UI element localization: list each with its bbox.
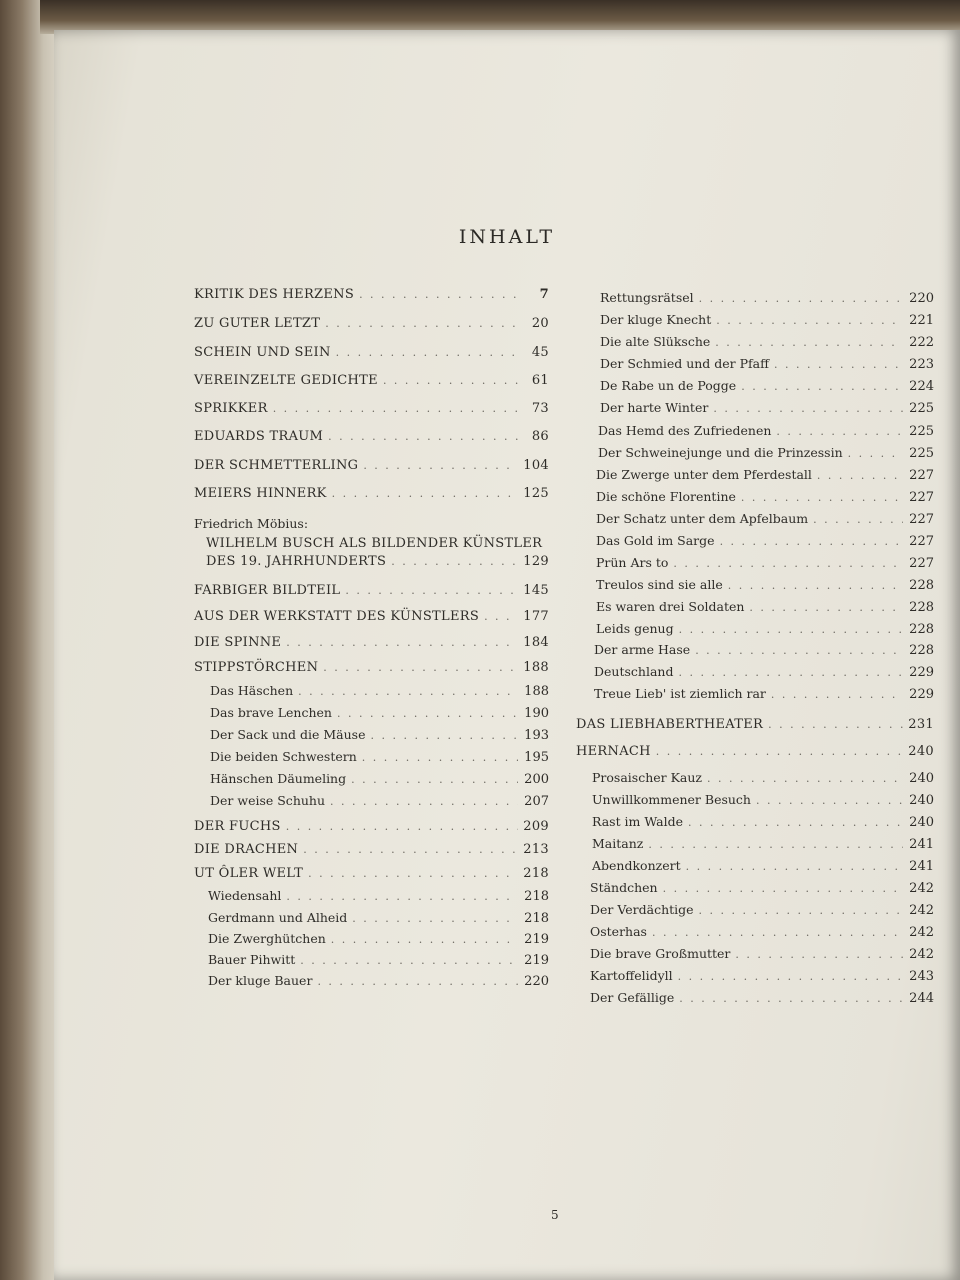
essay-author: Friedrich Möbius: [194, 516, 309, 531]
toc-entry-title: Es waren drei Soldaten [596, 599, 745, 614]
dot-leader [383, 374, 518, 387]
toc-entry [194, 583, 549, 598]
dot-leader [323, 661, 518, 674]
toc-entry-title: Der Schmied und der Pfaff [600, 356, 770, 371]
toc-entry-page: 184 [523, 635, 549, 650]
toc-entry-page: 228 [909, 600, 934, 615]
toc-entry-page: 218 [524, 889, 549, 904]
dot-leader [678, 970, 903, 983]
dot-leader [673, 557, 903, 570]
toc-entry-page: 227 [909, 468, 934, 483]
toc-subentry [210, 727, 549, 743]
dot-leader [707, 772, 903, 785]
toc-entry-page: 220 [524, 974, 549, 989]
toc-entry [576, 717, 934, 732]
toc-subentry [592, 792, 934, 808]
dot-leader [359, 288, 518, 301]
toc-entry-title: Der Schatz unter dem Apfelbaum [596, 511, 809, 526]
toc-entry-page: 240 [909, 771, 934, 786]
toc-entry-title: Deutschland [594, 664, 674, 679]
toc-subentry [208, 931, 549, 947]
toc-entry-page: 228 [909, 622, 934, 637]
toc-entry-page: 7 [539, 287, 549, 302]
toc-entry [206, 554, 549, 569]
toc-entry-title: MEIERS HINNERK [194, 486, 327, 501]
toc-entry-title: HERNACH [576, 744, 651, 759]
toc-entry-title: Prün Ars to [596, 555, 669, 570]
toc-entry-title: De Rabe un de Pogge [600, 378, 737, 393]
toc-entry [194, 660, 549, 675]
toc-entry-title: Der harte Winter [600, 400, 709, 415]
dot-leader [303, 843, 518, 856]
toc-entry-title: Maitanz [592, 836, 644, 851]
dot-leader [741, 491, 903, 504]
toc-entry-title: Die alte Slüksche [600, 334, 711, 349]
toc-entry-page: 243 [909, 969, 934, 984]
book-top-edge [40, 0, 960, 34]
toc-entry-page: 225 [909, 446, 934, 461]
toc-entry-page: 241 [909, 837, 934, 852]
toc-entry [194, 842, 549, 857]
dot-leader [679, 992, 903, 1005]
toc-entry-page: 145 [523, 583, 549, 598]
toc-entry [194, 345, 549, 360]
toc-entry-page: 20 [531, 316, 549, 331]
toc-subentry [600, 312, 934, 328]
toc-subentry [596, 599, 934, 615]
toc-entry [194, 635, 549, 650]
toc-entry-page: 241 [909, 859, 934, 874]
toc-subentry [592, 814, 934, 830]
toc-entry-title: Das Hemd des Zufriedenen [598, 423, 772, 438]
dot-leader [300, 954, 518, 967]
toc-entry [194, 866, 549, 881]
toc-entry-page: 86 [531, 429, 549, 444]
toc-entry-page: 242 [909, 903, 934, 918]
toc-entry-title: Abendkonzert [592, 858, 681, 873]
toc-entry-page: 227 [909, 556, 934, 571]
toc-entry-title: Der Verdächtige [590, 902, 694, 917]
toc-entry [194, 486, 549, 501]
toc-entry [194, 373, 549, 388]
toc-entry-title: Unwillkommener Besuch [592, 792, 751, 807]
toc-subentry [596, 467, 934, 483]
dot-leader [328, 430, 518, 443]
toc-subentry [598, 423, 934, 439]
dot-leader [363, 459, 518, 472]
dot-leader [337, 707, 518, 720]
toc-subentry [594, 642, 934, 658]
toc-entry-page: 219 [524, 953, 549, 968]
toc-subentry [590, 902, 934, 918]
dot-leader [774, 358, 903, 371]
toc-entry-page: 227 [909, 534, 934, 549]
toc-entry-page: 240 [908, 744, 934, 759]
toc-subentry [592, 858, 934, 874]
toc-entry-page: 225 [909, 401, 934, 416]
toc-entry-page: 228 [909, 578, 934, 593]
toc-entry-title: DIE SPINNE [194, 635, 282, 650]
essay-title-line1: WILHELM BUSCH ALS BILDENDER KÜNSTLER [206, 536, 543, 551]
dot-leader [362, 751, 518, 764]
toc-subentry [208, 888, 549, 904]
dot-leader [336, 346, 518, 359]
toc-entry-title: AUS DER WERKSTATT DES KÜNSTLERS [194, 609, 480, 624]
toc-entry-title: Rettungsrätsel [600, 290, 694, 305]
toc-entry-page: 125 [523, 486, 549, 501]
toc-entry-title: Das Häschen [210, 683, 294, 698]
toc-entry-title: UT ÔLER WELT [194, 866, 304, 881]
dot-leader [817, 469, 903, 482]
toc-entry-page: 231 [908, 717, 934, 732]
toc-entry-title: STIPPSTÖRCHEN [194, 660, 319, 675]
toc-entry-title: Gerdmann und Alheid [208, 910, 348, 925]
dot-leader [720, 535, 903, 548]
dot-leader [695, 644, 903, 657]
dot-leader [728, 579, 903, 592]
toc-subentry [600, 356, 934, 372]
page-number: 5 [551, 1208, 559, 1222]
dot-leader [735, 948, 903, 961]
dot-leader [391, 555, 518, 568]
toc-entry-page: 193 [524, 728, 549, 743]
toc-subentry [596, 533, 934, 549]
toc-entry-page: 188 [523, 660, 549, 675]
dot-leader [679, 623, 903, 636]
toc-entry-title: Der weise Schuhu [210, 793, 326, 808]
toc-subentry [210, 793, 549, 809]
toc-entry [194, 287, 549, 302]
dot-leader [330, 795, 518, 808]
toc-subentry [208, 973, 549, 989]
toc-entry [194, 819, 549, 834]
toc-entry-title: Der Schweinejunge und die Prinzessin [598, 445, 843, 460]
toc-entry-title: EDUARDS TRAUM [194, 429, 324, 444]
toc-entry-title: Prosaischer Kauz [592, 770, 703, 785]
toc-entry-title: DAS LIEBHABERTHEATER [576, 717, 764, 732]
dot-leader [741, 380, 903, 393]
toc-entry-title: Kartoffelidyll [590, 968, 673, 983]
toc-entry-page: 61 [531, 373, 549, 388]
toc-entry-page: 188 [524, 684, 549, 699]
toc-entry-page: 228 [909, 643, 934, 658]
toc-entry-title: Der Sack und die Mäuse [210, 727, 366, 742]
toc-subentry [590, 946, 934, 962]
book-page [54, 30, 960, 1280]
dot-leader [652, 926, 903, 939]
toc-subentry [592, 770, 934, 786]
toc-subentry [590, 880, 934, 896]
toc-subentry [596, 621, 934, 637]
toc-entry-title: Treue Lieb' ist ziemlich rar [594, 686, 766, 701]
toc-entry-page: 240 [909, 793, 934, 808]
toc-entry-page: 227 [909, 512, 934, 527]
toc-entry-page: 200 [524, 772, 549, 787]
toc-entry-title: SPRIKKER [194, 401, 268, 416]
toc-entry-page: 219 [524, 932, 549, 947]
toc-entry-title: FARBIGER BILDTEIL [194, 583, 341, 598]
toc-entry-title: Bauer Pihwitt [208, 952, 296, 967]
toc-entry-page: 223 [909, 357, 934, 372]
dot-leader [813, 513, 903, 526]
toc-subentry [600, 334, 934, 350]
toc-subentry [210, 771, 549, 787]
dot-leader [756, 794, 903, 807]
toc-entry-page: 242 [909, 947, 934, 962]
dot-leader [771, 688, 903, 701]
dot-leader [331, 933, 518, 946]
toc-entry-page: 45 [531, 345, 549, 360]
toc-subentry [210, 749, 549, 765]
toc-subentry [210, 705, 549, 721]
toc-entry-page: 209 [523, 819, 549, 834]
toc-entry-page: 229 [909, 687, 934, 702]
toc-entry [194, 401, 549, 416]
dot-leader [286, 820, 518, 833]
toc-entry-title: Die beiden Schwestern [210, 749, 357, 764]
toc-entry-title: Das brave Lenchen [210, 705, 332, 720]
dot-leader [699, 292, 903, 305]
toc-entry [576, 744, 934, 759]
toc-entry-page: 195 [524, 750, 549, 765]
toc-entry-title: Die Zwerghütchen [208, 931, 326, 946]
toc-entry-title: Leids genug [596, 621, 674, 636]
toc-entry-title: DER FUCHS [194, 819, 281, 834]
toc-entry-page: 224 [909, 379, 934, 394]
toc-entry-title: Die Zwerge unter dem Pferdestall [596, 467, 812, 482]
dot-leader [273, 402, 518, 415]
toc-subentry [594, 664, 934, 680]
dot-leader [686, 860, 903, 873]
dot-leader [776, 425, 903, 438]
toc-entry-title: DER SCHMETTERLING [194, 458, 359, 473]
page-title: INHALT [458, 226, 556, 248]
toc-entry-page: 218 [523, 866, 549, 881]
toc-entry [194, 609, 549, 624]
toc-subentry [590, 968, 934, 984]
toc-entry-title: Ständchen [590, 880, 658, 895]
toc-entry-page: 177 [523, 609, 549, 624]
dot-leader [286, 890, 518, 903]
dot-leader [656, 745, 903, 758]
toc-subentry [596, 577, 934, 593]
toc-entry-title: Treulos sind sie alle [596, 577, 723, 592]
toc-entry-page: 242 [909, 881, 934, 896]
toc-subentry [596, 555, 934, 571]
toc-subentry [600, 378, 934, 394]
dot-leader [484, 610, 518, 623]
dot-leader [308, 867, 518, 880]
toc-entry [194, 316, 549, 331]
toc-entry-page: 73 [531, 401, 549, 416]
essay-title-line2: DES 19. JAHRHUNDERTS [206, 554, 387, 569]
toc-entry-page: 207 [524, 794, 549, 809]
dot-leader [678, 666, 903, 679]
toc-entry-title: Der Gefällige [590, 990, 675, 1005]
dot-leader [352, 912, 518, 925]
dot-leader [286, 636, 518, 649]
dot-leader [716, 314, 903, 327]
dot-leader [317, 975, 518, 988]
toc-subentry [598, 445, 934, 461]
toc-entry-page: 213 [523, 842, 549, 857]
dot-leader [648, 838, 903, 851]
toc-entry-title: Der kluge Knecht [600, 312, 712, 327]
toc-subentry [600, 290, 934, 306]
toc-entry-title: Der arme Hase [594, 642, 691, 657]
dot-leader [848, 447, 903, 460]
toc-subentry [208, 910, 549, 926]
dot-leader [345, 584, 518, 597]
toc-entry-title: SCHEIN UND SEIN [194, 345, 331, 360]
dot-leader [715, 336, 903, 349]
toc-subentry [208, 952, 549, 968]
toc-entry-title: Wiedensahl [208, 888, 282, 903]
toc-entry-title: VEREINZELTE GEDICHTE [194, 373, 378, 388]
toc-subentry [590, 990, 934, 1006]
toc-entry-page: 104 [523, 458, 549, 473]
toc-entry-title: KRITIK DES HERZENS [194, 287, 355, 302]
toc-entry-page: 129 [523, 554, 549, 569]
toc-subentry [596, 511, 934, 527]
toc-subentry [594, 686, 934, 702]
dot-leader [713, 402, 903, 415]
toc-entry-page: 218 [524, 911, 549, 926]
toc-entry-page: 227 [909, 490, 934, 505]
toc-entry-title: Der kluge Bauer [208, 973, 313, 988]
dot-leader [768, 718, 903, 731]
toc-subentry [590, 924, 934, 940]
toc-entry-title: Osterhas [590, 924, 647, 939]
toc-entry-page: 190 [524, 706, 549, 721]
dot-leader [663, 882, 903, 895]
toc-subentry [592, 836, 934, 852]
dot-leader [332, 487, 518, 500]
toc-entry-title: Rast im Walde [592, 814, 683, 829]
toc-entry-title: Hänschen Däumeling [210, 771, 347, 786]
dot-leader [351, 773, 518, 786]
toc-entry-page: 220 [909, 291, 934, 306]
dot-leader [688, 816, 903, 829]
toc-subentry [600, 400, 934, 416]
toc-entry [194, 429, 549, 444]
toc-subentry [210, 683, 549, 699]
toc-entry-title: Die brave Großmutter [590, 946, 731, 961]
dot-leader [325, 317, 518, 330]
dot-leader [298, 685, 518, 698]
toc-entry-title: DIE DRACHEN [194, 842, 299, 857]
toc-entry-page: 222 [909, 335, 934, 350]
toc-entry-title: Das Gold im Sarge [596, 533, 715, 548]
dot-leader [699, 904, 903, 917]
toc-entry-page: 225 [909, 424, 934, 439]
toc-subentry [596, 489, 934, 505]
toc-entry-page: 229 [909, 665, 934, 680]
toc-entry [194, 458, 549, 473]
book-spine [0, 0, 62, 1280]
toc-entry-page: 244 [909, 991, 934, 1006]
toc-entry-title: ZU GUTER LETZT [194, 316, 321, 331]
toc-entry-page: 240 [909, 815, 934, 830]
toc-entry-page: 221 [909, 313, 934, 328]
toc-entry-title: Die schöne Florentine [596, 489, 736, 504]
dot-leader [749, 601, 903, 614]
toc-entry-page: 242 [909, 925, 934, 940]
dot-leader [371, 729, 519, 742]
